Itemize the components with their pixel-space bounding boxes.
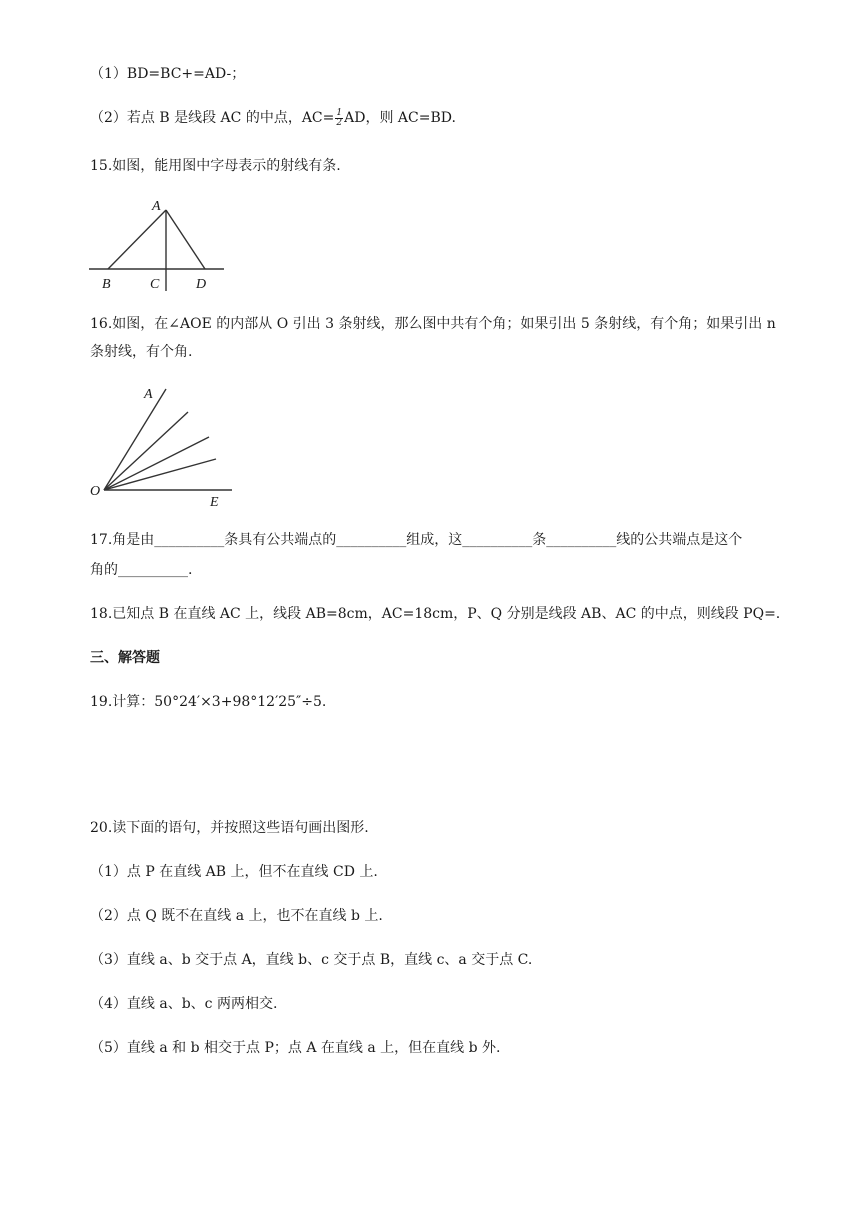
- fraction-denominator: 2: [336, 117, 343, 128]
- q17-question-line-2: 角的__________.: [90, 562, 193, 578]
- label-d: D: [196, 277, 207, 292]
- q14-item-1: （1）BD=BC+=AD-；: [90, 66, 246, 82]
- q20-item-5: （5）直线 a 和 b 相交于点 P；点 A 在直线 a 上，但在直线 b 外.: [90, 1040, 501, 1056]
- label-e: E: [210, 495, 219, 510]
- fraction-one-half: [335, 109, 343, 128]
- q15-figure-triangle: [86, 196, 236, 294]
- segment-ad: [166, 210, 205, 269]
- q20-item-3: （3）直线 a、b 交于点 A，直线 b、c 交于点 B，直线 c、a 交于点 C.: [90, 952, 533, 968]
- label-a: A: [152, 199, 161, 214]
- q20-item-1: （1）点 P 在直线 AB 上，但不在直线 CD 上.: [90, 864, 378, 880]
- q20-title: 20.读下面的语句，并按照这些语句画出图形.: [90, 820, 369, 836]
- q14-item-2-pre: （2）若点 B 是线段 AC 的中点，AC=: [90, 110, 335, 126]
- q15-question: 15.如图，能用图中字母表示的射线有条.: [90, 158, 341, 174]
- label-b: B: [102, 277, 111, 292]
- q20-item-4: （4）直线 a、b、c 两两相交.: [90, 996, 278, 1012]
- segment-ab: [108, 210, 166, 269]
- label-o: O: [90, 484, 101, 499]
- q19-question: 19.计算：50°24′×3+98°12′25″÷5.: [90, 694, 327, 710]
- q16-question-line-2: 条射线，有个角.: [90, 344, 193, 360]
- q17-question-line-1: 17.角是由__________条具有公共端点的__________组成，这__________条__________线的公共端点是这个: [90, 532, 743, 548]
- q20-item-2: （2）点 Q 既不在直线 a 上，也不在直线 b 上.: [90, 908, 383, 924]
- q14-item-2-post: AD，则 AC=BD.: [344, 110, 456, 126]
- q16-question-line-1: 16.如图，在∠AOE 的内部从 O 引出 3 条射线，那么图中共有个角；如果引出 5 条射线，有个角；如果引出 n: [90, 316, 776, 332]
- fraction-numerator: 1: [336, 107, 343, 118]
- q16-figure-rays: [86, 382, 236, 510]
- label-c: C: [150, 277, 160, 292]
- q14-item-2: [90, 108, 456, 128]
- q18-question: 18.已知点 B 在直线 AC 上，线段 AB=8cm，AC=18cm，P、Q 分别是线段 AB、AC 的中点，则线段 PQ=.: [90, 606, 781, 622]
- label-a: A: [144, 387, 153, 402]
- section-heading: 三、解答题: [90, 650, 160, 666]
